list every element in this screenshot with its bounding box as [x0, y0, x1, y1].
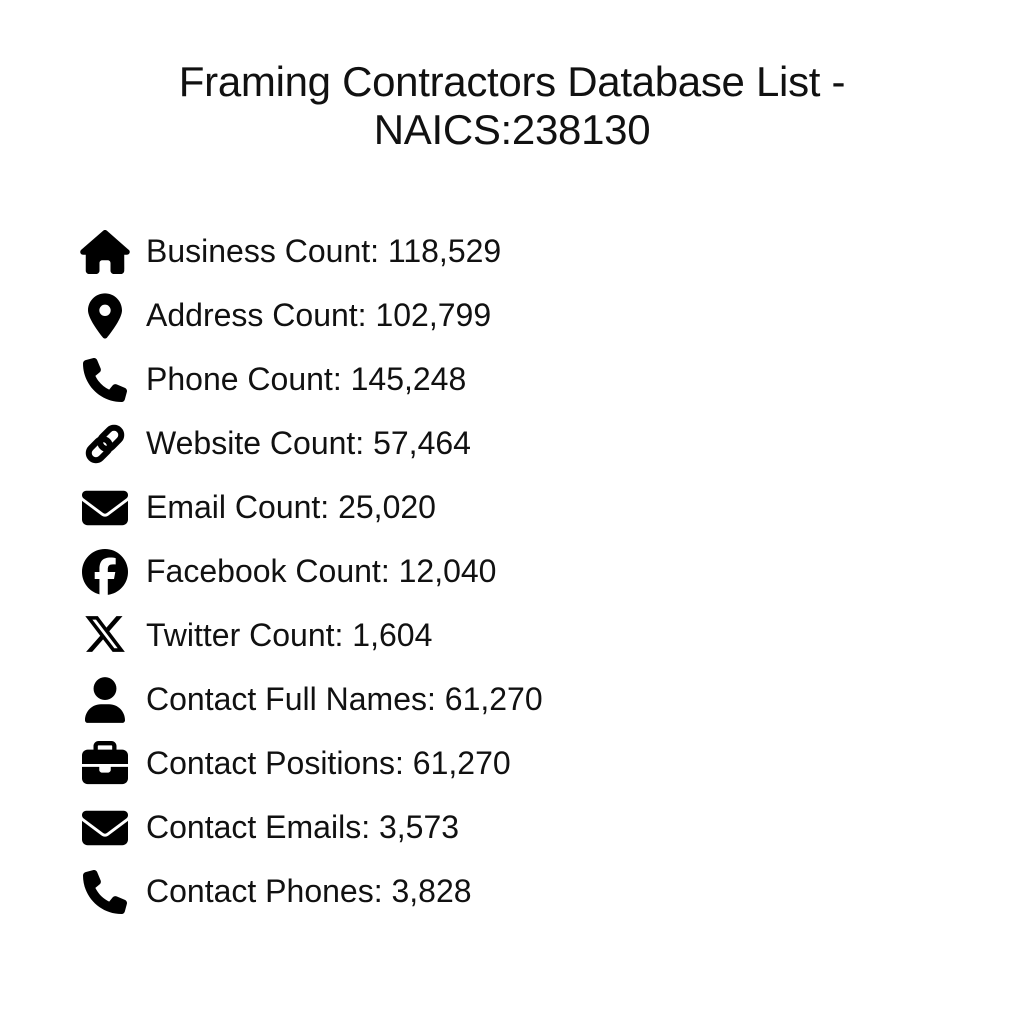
stat-separator: :: [426, 681, 445, 718]
stat-row-address: [78, 284, 1024, 348]
stat-label: Contact Emails: [146, 809, 362, 846]
stat-separator: :: [357, 297, 376, 334]
envelope-icon: [78, 805, 132, 851]
stat-separator: :: [373, 873, 392, 910]
stat-label: Website Count: [146, 425, 356, 462]
stat-text: [146, 809, 459, 846]
stat-separator: :: [320, 489, 339, 526]
stat-separator: :: [332, 361, 351, 398]
stat-row-twitter: [78, 604, 1024, 668]
stat-value: 3,828: [391, 873, 472, 910]
page-title-line1: Framing Contractors Database List -: [178, 58, 846, 105]
stat-text: [146, 681, 543, 718]
stat-value: 57,464: [373, 425, 471, 462]
stat-label: Twitter Count: [146, 617, 335, 654]
page-title-line2: NAICS:238130: [373, 105, 651, 153]
stat-text: [146, 489, 436, 526]
house-icon: [78, 230, 132, 274]
stat-row-business: [78, 220, 1024, 284]
stat-row-facebook: [78, 540, 1024, 604]
envelope-icon: [78, 485, 132, 531]
stat-text: [146, 873, 472, 910]
person-icon: [78, 677, 132, 723]
stat-text: [146, 233, 501, 270]
stat-label: Address Count: [146, 297, 358, 334]
stat-text: [146, 425, 471, 462]
phone-icon: [78, 358, 132, 402]
stat-separator: :: [370, 233, 388, 270]
location-pin-icon: [78, 293, 132, 339]
link-icon: [78, 420, 132, 468]
page-title: [0, 0, 1024, 154]
stat-separator: :: [395, 745, 413, 782]
x-twitter-icon: [78, 616, 132, 656]
stat-row-contact-positions: [78, 732, 1024, 796]
stat-label: Email Count: [146, 489, 321, 526]
phone-icon: [78, 870, 132, 914]
stat-value: 1,604: [352, 617, 433, 654]
stat-row-website: [78, 412, 1024, 476]
briefcase-icon: [78, 741, 132, 787]
stat-value: 102,799: [375, 297, 492, 334]
facebook-icon: [78, 549, 132, 595]
stat-value: 61,270: [412, 745, 511, 782]
stat-separator: :: [334, 617, 353, 654]
stat-separator: :: [355, 425, 374, 462]
stat-value: 61,270: [444, 681, 543, 718]
stat-label: Contact Full Names: [146, 681, 427, 718]
stat-label: Contact Positions: [146, 745, 396, 782]
stat-value: 12,040: [398, 553, 497, 590]
stat-text: [146, 361, 466, 398]
stat-text: [146, 745, 511, 782]
stat-value: 25,020: [338, 489, 436, 526]
stat-label: Contact Phones: [146, 873, 374, 910]
stat-row-email: [78, 476, 1024, 540]
stat-text: [146, 617, 432, 654]
stat-text: [146, 297, 491, 334]
stat-row-phone: [78, 348, 1024, 412]
stat-separator: :: [380, 553, 399, 590]
stat-value: 3,573: [378, 809, 460, 846]
stat-label: Facebook Count: [146, 553, 381, 590]
stat-row-contact-phones: [78, 860, 1024, 924]
stat-value: 118,529: [387, 233, 502, 270]
stat-text: [146, 553, 496, 590]
stats-list: [0, 220, 1024, 924]
stat-row-contact-emails: [78, 796, 1024, 860]
stat-label: Phone Count: [146, 361, 333, 398]
stat-value: 145,248: [350, 361, 467, 398]
stat-label: Business Count: [146, 233, 371, 270]
stat-separator: :: [361, 809, 379, 846]
stat-row-contact-full-names: [78, 668, 1024, 732]
